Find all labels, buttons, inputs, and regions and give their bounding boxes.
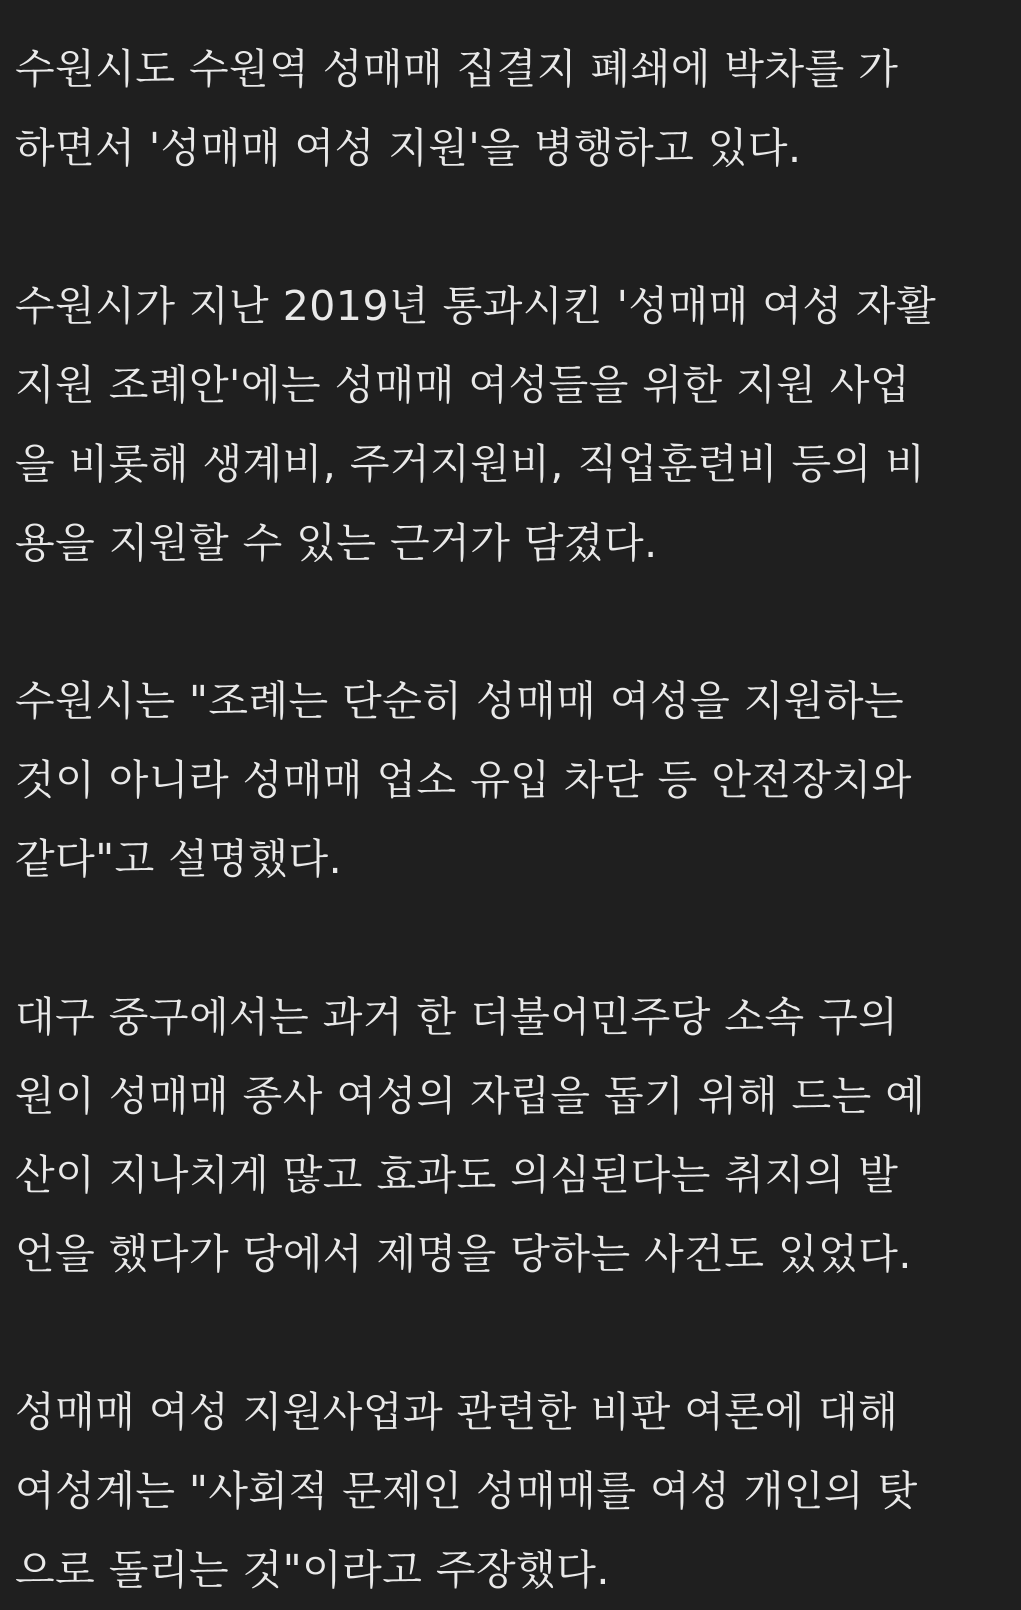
paragraph-1 xyxy=(15,30,1007,188)
text-line: 언을 했다가 당에서 제명을 당하는 사건도 있었다. xyxy=(15,1230,912,1278)
paragraph-5 xyxy=(15,1373,1007,1610)
text-line: 대구 중구에서는 과거 한 더불어민주당 소속 구의 xyxy=(15,993,899,1041)
text-line: 수원시가 지난 2019년 통과시킨 '성매매 여성 자활 xyxy=(15,282,937,330)
text-line: 수원시는 "조례는 단순히 성매매 여성을 지원하는 xyxy=(15,677,905,725)
text-line: 하면서 '성매매 여성 지원'을 병행하고 있다. xyxy=(15,124,802,172)
text-line: 원이 성매매 종사 여성의 자립을 돕기 위해 드는 예 xyxy=(15,1072,926,1120)
text-line: 을 비롯해 생계비, 주거지원비, 직업훈련비 등의 비 xyxy=(15,440,926,488)
text-line: 으로 돌리는 것"이라고 주장했다. xyxy=(15,1546,610,1594)
text-line: 용을 지원할 수 있는 근거가 담겼다. xyxy=(15,519,658,567)
text-line: 같다"고 설명했다. xyxy=(15,835,343,883)
text-line: 여성계는 "사회적 문제인 성매매를 여성 개인의 탓 xyxy=(15,1467,918,1515)
paragraph-2 xyxy=(15,267,1007,583)
text-line: 수원시도 수원역 성매매 집결지 폐쇄에 박차를 가 xyxy=(15,45,899,93)
paragraph-4 xyxy=(15,978,1007,1294)
text-line: 것이 아니라 성매매 업소 유입 차단 등 안전장치와 xyxy=(15,756,912,804)
text-line: 성매매 여성 지원사업과 관련한 비판 여론에 대해 xyxy=(15,1388,899,1436)
text-line: 산이 지나치게 많고 효과도 의심된다는 취지의 발 xyxy=(15,1151,899,1199)
paragraph-3 xyxy=(15,662,1007,899)
text-line: 지원 조례안'에는 성매매 여성들을 위한 지원 사업 xyxy=(15,361,911,409)
